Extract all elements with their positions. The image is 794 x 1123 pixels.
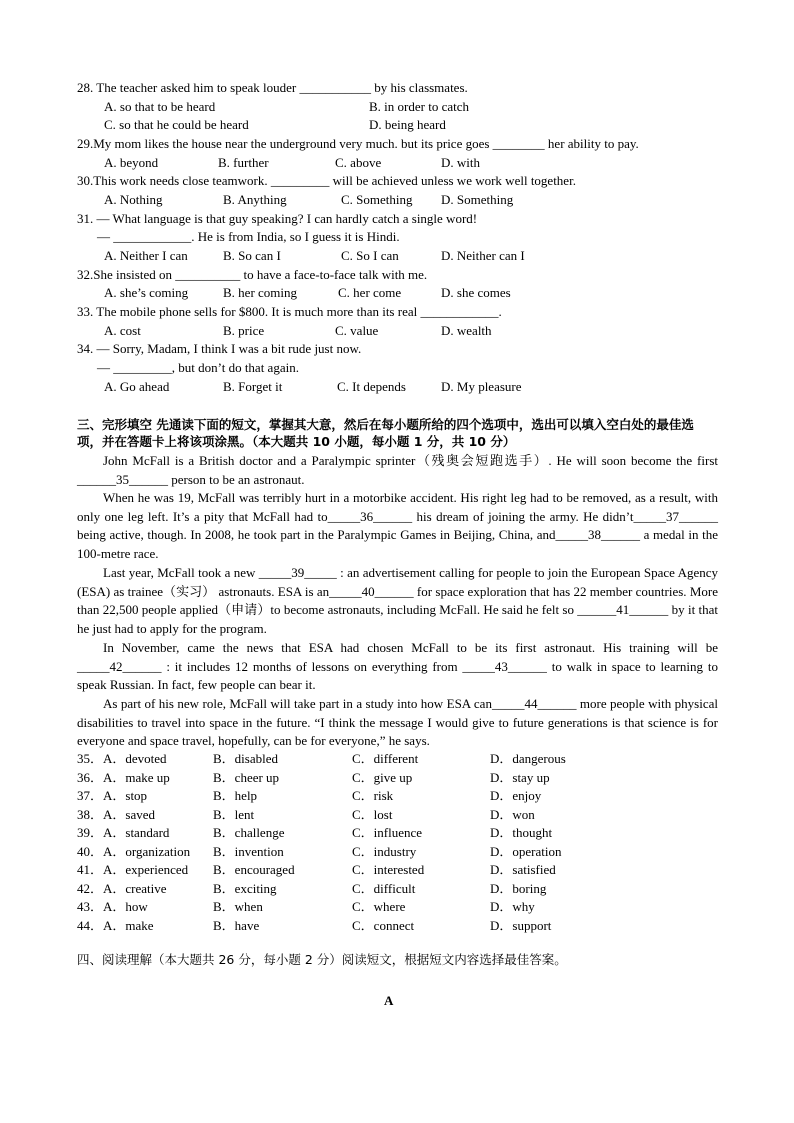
cloze-option-b: B．when [213, 899, 263, 914]
cloze-option-a: A．devoted [103, 751, 167, 766]
passage-label: A [384, 993, 394, 1008]
question-34-option-c: C. It depends [337, 379, 406, 394]
question-29-option-b: B. further [218, 155, 269, 170]
cloze-option-d: D．why [490, 899, 535, 914]
cloze-option-b: B．exciting [213, 880, 277, 896]
question-28-option-d: D. being heard [369, 117, 446, 132]
cloze-question-number: 36． [77, 769, 104, 785]
question-30-option-d: D. Something [441, 192, 514, 207]
cloze-option-a: A．make up [103, 769, 170, 785]
question-30-option-a: A. Nothing [104, 192, 163, 207]
question-31-option-a: A. Neither I can [104, 248, 188, 263]
cloze-option-a: A．make [103, 917, 154, 933]
question-31-option-c: C. So I can [341, 248, 399, 263]
cloze-option-d: D．satisfied [490, 862, 556, 877]
cloze-option-d: D．boring [490, 880, 547, 896]
cloze-option-c: C．risk [352, 788, 394, 803]
question-34-option-b: B. Forget it [223, 379, 283, 394]
question-30-option-c: C. Something [341, 192, 413, 207]
cloze-paragraph: John McFall is a British doctor and a Paralympic sprinter（残奥会短跑选手）. He will soon become the first ______35______ person to be an astronaut. [77, 453, 718, 487]
cloze-option-d: D．dangerous [490, 751, 566, 766]
cloze-option-b: B．help [213, 788, 258, 803]
cloze-option-c: C．lost [352, 806, 393, 822]
cloze-option-c: C．connect [352, 917, 415, 933]
cloze-option-b: B．disabled [213, 751, 278, 766]
cloze-paragraph: Last year, McFall took a new _____39_____ : an advertisement calling for people to join the European Space Agency (ESA) as trainee（实习） astronauts. ESA is an_____40______ for space exploration that has 22 member countries. More than 22,500 people applied（申请）to become astronauts, including McFall. He said he felt so ______41______ by it that he just had to apply for the program. [77, 565, 718, 636]
cloze-question-number: 38． [77, 806, 104, 822]
question-34-option-d: D. My pleasure [441, 379, 522, 394]
cloze-option-a: A．stop [103, 788, 148, 803]
cloze-option-a: A．creative [103, 880, 167, 896]
cloze-option-c: C．different [352, 751, 419, 766]
cloze-option-c: C．where [352, 899, 406, 914]
question-34-stem: 34. — Sorry, Madam, I think I was a bit rude just now. [77, 341, 362, 356]
cloze-option-d: D．won [490, 806, 535, 822]
cloze-question-number: 43． [77, 899, 104, 914]
cloze-option-a: A．experienced [103, 862, 189, 877]
question-34-option-a: A. Go ahead [104, 379, 170, 394]
cloze-option-d: D．enjoy [490, 788, 542, 803]
cloze-option-c: C．give up [352, 769, 413, 785]
cloze-question-number: 42． [77, 880, 104, 896]
cloze-option-c: C．influence [352, 825, 423, 840]
question-33-option-c: C. value [335, 323, 379, 338]
cloze-paragraph: As part of his new role, McFall will take part in a study into how ESA can_____44______ more people with physical disabilities to travel into space in the future. “I think the message I would give to future generations is that science is for everyone and space travel, hopefully, can be for everyone,” he says. [77, 696, 718, 748]
question-29-option-c: C. above [335, 155, 382, 170]
cloze-question-number: 41． [77, 862, 104, 877]
cloze-paragraph: When he was 19, McFall was terribly hurt in a motorbike accident. His right leg had to be removed, as a result, with only one leg left. It’s a pity that McFall had to_____36______ his dream of joining the army. He didn’t_____37______ being active, though. In 2008, he took part in the Paralympic Games in Beijing, China, and_____38______ a medal in the 100-metre race. [77, 490, 718, 561]
question-33-stem: 33. The mobile phone sells for $800. It is much more than its real ____________. [77, 304, 502, 319]
question-30-stem: 30.This work needs close teamwork. _________ will be achieved unless we work well together. [77, 173, 576, 188]
question-29-stem: 29.My mom likes the house near the underground very much. but its price goes ________ her ability to pay. [77, 136, 639, 151]
cloze-option-b: B．cheer up [213, 769, 280, 785]
cloze-option-d: D．operation [490, 843, 562, 859]
cloze-question-number: 37． [77, 788, 104, 803]
question-31-option-d: D. Neither can I [441, 248, 525, 263]
cloze-option-d: D．support [490, 917, 552, 933]
question-28-option-b: B. in order to catch [369, 99, 469, 114]
cloze-option-b: B．invention [213, 843, 284, 859]
question-32-option-a: A. she’s coming [104, 285, 189, 300]
section-3-title: 三、完形填空 先通读下面的短文，掌握其大意，然后在每小题所给的四个选项中，选出可以填入空白处的最佳选项，并在答题卡上将该项涂黑。（本大题共 10 小题，每小题 1 分，共 10 分） [77, 417, 694, 449]
cloze-option-b: B．challenge [213, 825, 285, 840]
cloze-option-b: B．have [213, 917, 260, 933]
cloze-option-a: A．standard [103, 825, 170, 840]
cloze-option-a: A．how [103, 899, 148, 914]
question-33-option-b: B. price [223, 323, 265, 338]
question-32-option-b: B. her coming [223, 285, 298, 300]
cloze-question-number: 35． [77, 751, 104, 766]
question-34-reply: — _________, but don’t do that again. [97, 360, 299, 375]
cloze-option-c: C．difficult [352, 880, 416, 896]
cloze-option-a: A．saved [103, 806, 155, 822]
cloze-paragraph: In November, came the news that ESA had chosen McFall to be its first astronaut. His training will be _____42______ : it includes 12 months of lessons on everything from _____43______ to walk in space to learning to speak Russian. In fact, few people can bear it. [77, 640, 718, 692]
cloze-question-number: 40． [77, 843, 104, 859]
question-28-stem: 28. The teacher asked him to speak louder ___________ by his classmates. [77, 80, 468, 95]
question-32-stem: 32.She insisted on __________ to have a face-to-face talk with me. [77, 267, 428, 282]
question-31-stem: 31. — What language is that guy speaking? I can hardly catch a single word! [77, 211, 478, 226]
question-30-option-b: B. Anything [223, 192, 287, 207]
cloze-option-d: D．thought [490, 825, 553, 840]
question-31-option-b: B. So can I [223, 248, 281, 263]
question-31-reply: — ____________. He is from India, so I guess it is Hindi. [97, 229, 400, 244]
cloze-question-number: 39． [77, 825, 104, 840]
question-29-option-d: D. with [441, 155, 480, 170]
question-29-option-a: A. beyond [104, 155, 159, 170]
cloze-option-c: C．industry [352, 843, 417, 859]
question-28-option-a: A. so that to be heard [104, 99, 216, 114]
cloze-option-b: B．encouraged [213, 862, 295, 877]
question-33-option-d: D. wealth [441, 323, 492, 338]
cloze-option-b: B．lent [213, 806, 255, 822]
cloze-option-a: A．organization [103, 843, 191, 859]
question-32-option-c: C. her come [338, 285, 402, 300]
section-4-title: 四、阅读理解（本大题共 26 分，每小题 2 分）阅读短文，根据短文内容选择最佳答案。 [77, 952, 567, 967]
question-28-option-c: C. so that he could be heard [104, 117, 249, 132]
question-32-option-d: D. she comes [441, 285, 511, 300]
cloze-option-d: D．stay up [490, 769, 550, 785]
cloze-question-number: 44． [77, 917, 104, 933]
question-33-option-a: A. cost [104, 323, 141, 338]
cloze-option-c: C．interested [352, 862, 425, 877]
